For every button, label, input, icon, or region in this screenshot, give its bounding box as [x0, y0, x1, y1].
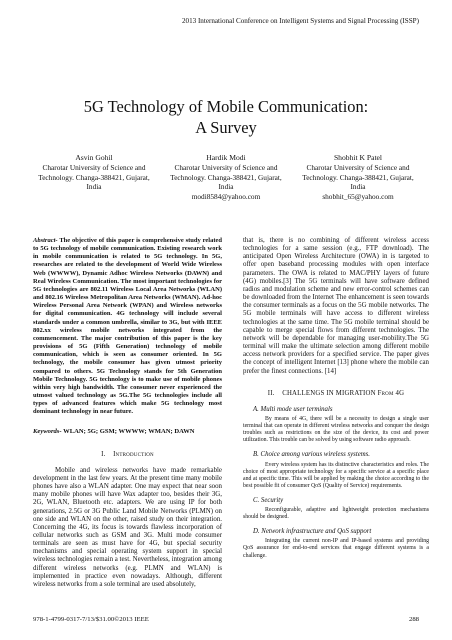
subsection-text-b: Every wireless system has its distinctive characteristics and roles. The choice of most appropriate technology for a specific service at a specific place and at specific time. This will be applied by making the choice according to the best possible fit of consumer QoS (Quality of Service) requirements. — [243, 461, 429, 489]
section-number: I. — [101, 450, 106, 458]
subsection-text-c: Reconfigurable, adaptive and lightweight protection mechanisms should be designed. — [243, 507, 429, 521]
keywords-text: WLAN; 5G; GSM; WWWW; WMAN; DAWN — [61, 428, 195, 436]
abstract — [33, 237, 222, 416]
author-country: India — [218, 182, 234, 192]
author-email: shobhit_65@yahoo.com — [322, 191, 394, 201]
section-title: Introduction — [113, 450, 154, 458]
author-country: India — [86, 182, 102, 192]
author-2 — [160, 153, 292, 201]
introduction-paragraph: Mobile and wireless networks have made remarkable development in the last few years. At the present time many mobile phones have also a WLAN adapter. One may expect that near soon many mobile phones will have Wax adapter too, besides their 3G, 2G, WLAN, Bluetooth etc. adapters. We are using IP for both generations, 2.5G or 3G Public Land Mobile Networks (PLMN) on one side and WLAN on the other, raised study on their integration. Concerning the 4G, its focus is towards flawless incorporation of cellular networks such as GSM and 3G. Multi mode consumer terminals are seen as must have for 4G, but special security mechanisms and special operating system support in special wireless technologies remain a test. Nevertheless, integration among different wireless networks (e.g. PLMN and WLAN) is implemented in practice even nowadays. Although, different wireless networks from a sole terminal are used absolutely, — [33, 466, 222, 588]
author-email: modi8584@yahoo.com — [191, 191, 261, 201]
subsection-heading-a: A. Multi mode user terminals — [253, 405, 333, 413]
copyright-footer: 978-1-4799-0317-7/13/$31.00©2013 IEEE — [33, 616, 149, 623]
author-affiliation: Charotar University of Science and — [42, 163, 146, 173]
right-column — [243, 237, 429, 560]
abstract-label: Abstract- — [33, 237, 58, 244]
author-3 — [292, 153, 424, 201]
left-column — [33, 237, 222, 589]
keywords-label: Keywords- — [33, 428, 62, 436]
section-number: II. — [267, 389, 275, 397]
author-name: Asvin Gohil — [75, 153, 113, 162]
author-name: Hardik Modi — [206, 153, 246, 162]
body-paragraph: that is, there is no combining of different wireless access technologies for a same session (e.g., FTP download). The anticipated Open Wireless Architecture (OWA) in is targeted to offer open baseband processing modules with open interface parameters. The OWA is related to MAC/PHY layers of future (4G) mobiles.[3] The 5G terminals will have software defined radios and modulation scheme and new error-control schemes can be downloaded from the Internet The enhancement is seen towards the consumer terminals as a focus on the 5G mobile networks. The 5G mobile terminals will have access to different wireless technologies at the same time. The 5G mobile terminal should be capable to merge special flows from different technologies. The network will be dependable for managing user-mobility.The 5G terminal will make the ultimate selection among different mobile access network providers for a specified service. The paper gives the concept of intelligent Internet [13] phone where the mobile can prefer the finest connections. [14] — [243, 237, 429, 375]
author-affiliation: Technology. Changa-388421, Gujarat, — [170, 172, 282, 182]
conference-header: 2013 International Conference on Intelligent Systems and Signal Processing (ISSP) — [181, 17, 419, 25]
section-heading-introduction — [33, 451, 222, 459]
author-affiliation: Charotar University of Science and — [174, 163, 278, 173]
author-affiliation: Technology. Changa-388421, Gujarat, — [302, 172, 414, 182]
subsection-heading-c: C. Security — [253, 496, 284, 504]
keywords — [33, 428, 222, 436]
abstract-text: The objective of this paper is comprehensive study related to 5G technology of mobile communication. Existing research work in mobile communication is related to 5G technology. In 5G, researches are related to the development of World Wide Wireless Web (WWWW), Dynamic Adhoc Wireless Networks (DAWN) and Real Wireless Communication. The most important technologies for 5G technologies are 802.11 Wireless Local Area Networks (WLAN) and 802.16 Wireless Metropolitan Area Networks (WMAN). Ad-hoc Wireless Personal Area Network (WPAN) and Wireless networks for digital communication. 4G technology will include several standards under a common umbrella, similar to 3G, but with IEEE 802.xx wireless mobile networks integrated from the commencement. The major contribution of this paper is the key provisions of 5G (Fifth Generation) technology of mobile communication, which is seen as consumer oriented. In 5G technology, the mobile consumer has given utmost priority compared to others. 5G Technology stands for 5th Generation Mobile Technology. 5G technology is to make use of mobile phones within very high bandwidth. The consumer never experienced the utmost valued technology as 5G.The 5G technologies include all types of advanced features which make 5G technology most dominant technology in near future. — [33, 237, 222, 416]
section-title-suffix: From 4G — [377, 389, 405, 397]
paper-title — [0, 96, 452, 138]
subsection-text-d: Integrating the current non-IP and IP-based systems and providing QoS assurance for end-to-end services that engage different systems is a challenge. — [243, 538, 429, 559]
author-block — [28, 153, 424, 201]
title-line-2: A Survey — [195, 118, 257, 137]
page-number: 288 — [408, 616, 419, 623]
author-name: Shobhit K Patel — [333, 153, 383, 162]
author-1 — [28, 153, 160, 201]
subsection-text-a: By means of 4G, there will be a necessity to design a single user terminal that can operate in different wireless networks and conquer the design troubles such as restrictions on the size of the device, its cost and power utilization. This trouble can be solved by using software radio approach. — [243, 415, 429, 444]
author-country: India — [350, 182, 366, 192]
section-heading-challenges — [243, 390, 429, 398]
subsection-heading-b: B. Choice among various wireless systems. — [253, 451, 370, 459]
subsection-heading-d: D. Network infrastructure and QoS support — [253, 528, 372, 536]
title-line-1: 5G Technology of Mobile Communication: — [83, 97, 369, 116]
author-affiliation: Charotar University of Science and — [306, 163, 410, 173]
section-title: CHALLENGS IN MIGRATION — [282, 389, 376, 397]
author-affiliation: Technology. Changa-388421, Gujarat, — [38, 172, 150, 182]
